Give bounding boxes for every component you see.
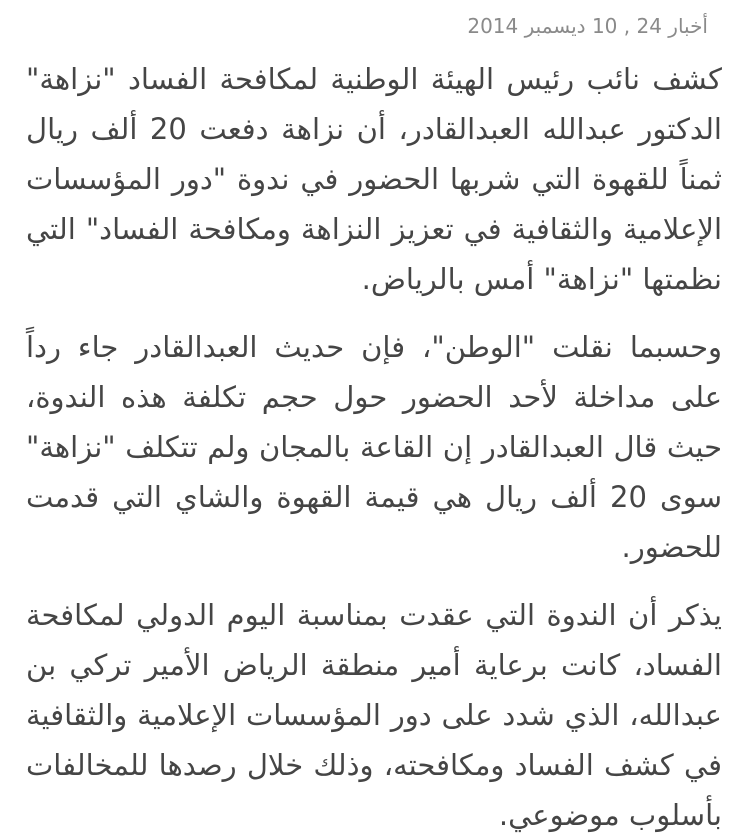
article-source-date: أخبار 24 , 10 ديسمبر 2014	[467, 14, 708, 38]
article-paragraph-2: وحسبما نقلت "الوطن"، فإن حديث العبدالقادر جاء رداً على مداخلة لأحد الحضور حول حجم تكلفة هذه الندوة، حيث قال العبدالقادر إن القاعة بالمجان ولم تتكلف "نزاهة" سوى 20 ألف ريال هي قيمة القهوة والشاي التي قدمت للحضور.	[26, 330, 722, 564]
article-paragraph-1: كشف نائب رئيس الهيئة الوطنية لمكافحة الفساد "نزاهة" الدكتور عبدالله العبدالقادر، أن نزاهة دفعت 20 ألف ريال ثمناً للقهوة التي شربها الحضور في ندوة "دور المؤسسات الإعلامية والثقافية في تعزيز النزاهة ومكافحة الفساد" التي نظمتها "نزاهة" أمس بالرياض.	[26, 62, 722, 296]
article-paragraph-3: يذكر أن الندوة التي عقدت بمناسبة اليوم الدولي لمكافحة الفساد، كانت برعاية أمير منطقة الرياض الأمير تركي بن عبدالله، الذي شدد على دور المؤسسات الإعلامية والثقافية في كشف الفساد ومكافحته، وذلك خلال رصدها للمخالفات بأسلوب موضوعي.	[26, 598, 722, 832]
